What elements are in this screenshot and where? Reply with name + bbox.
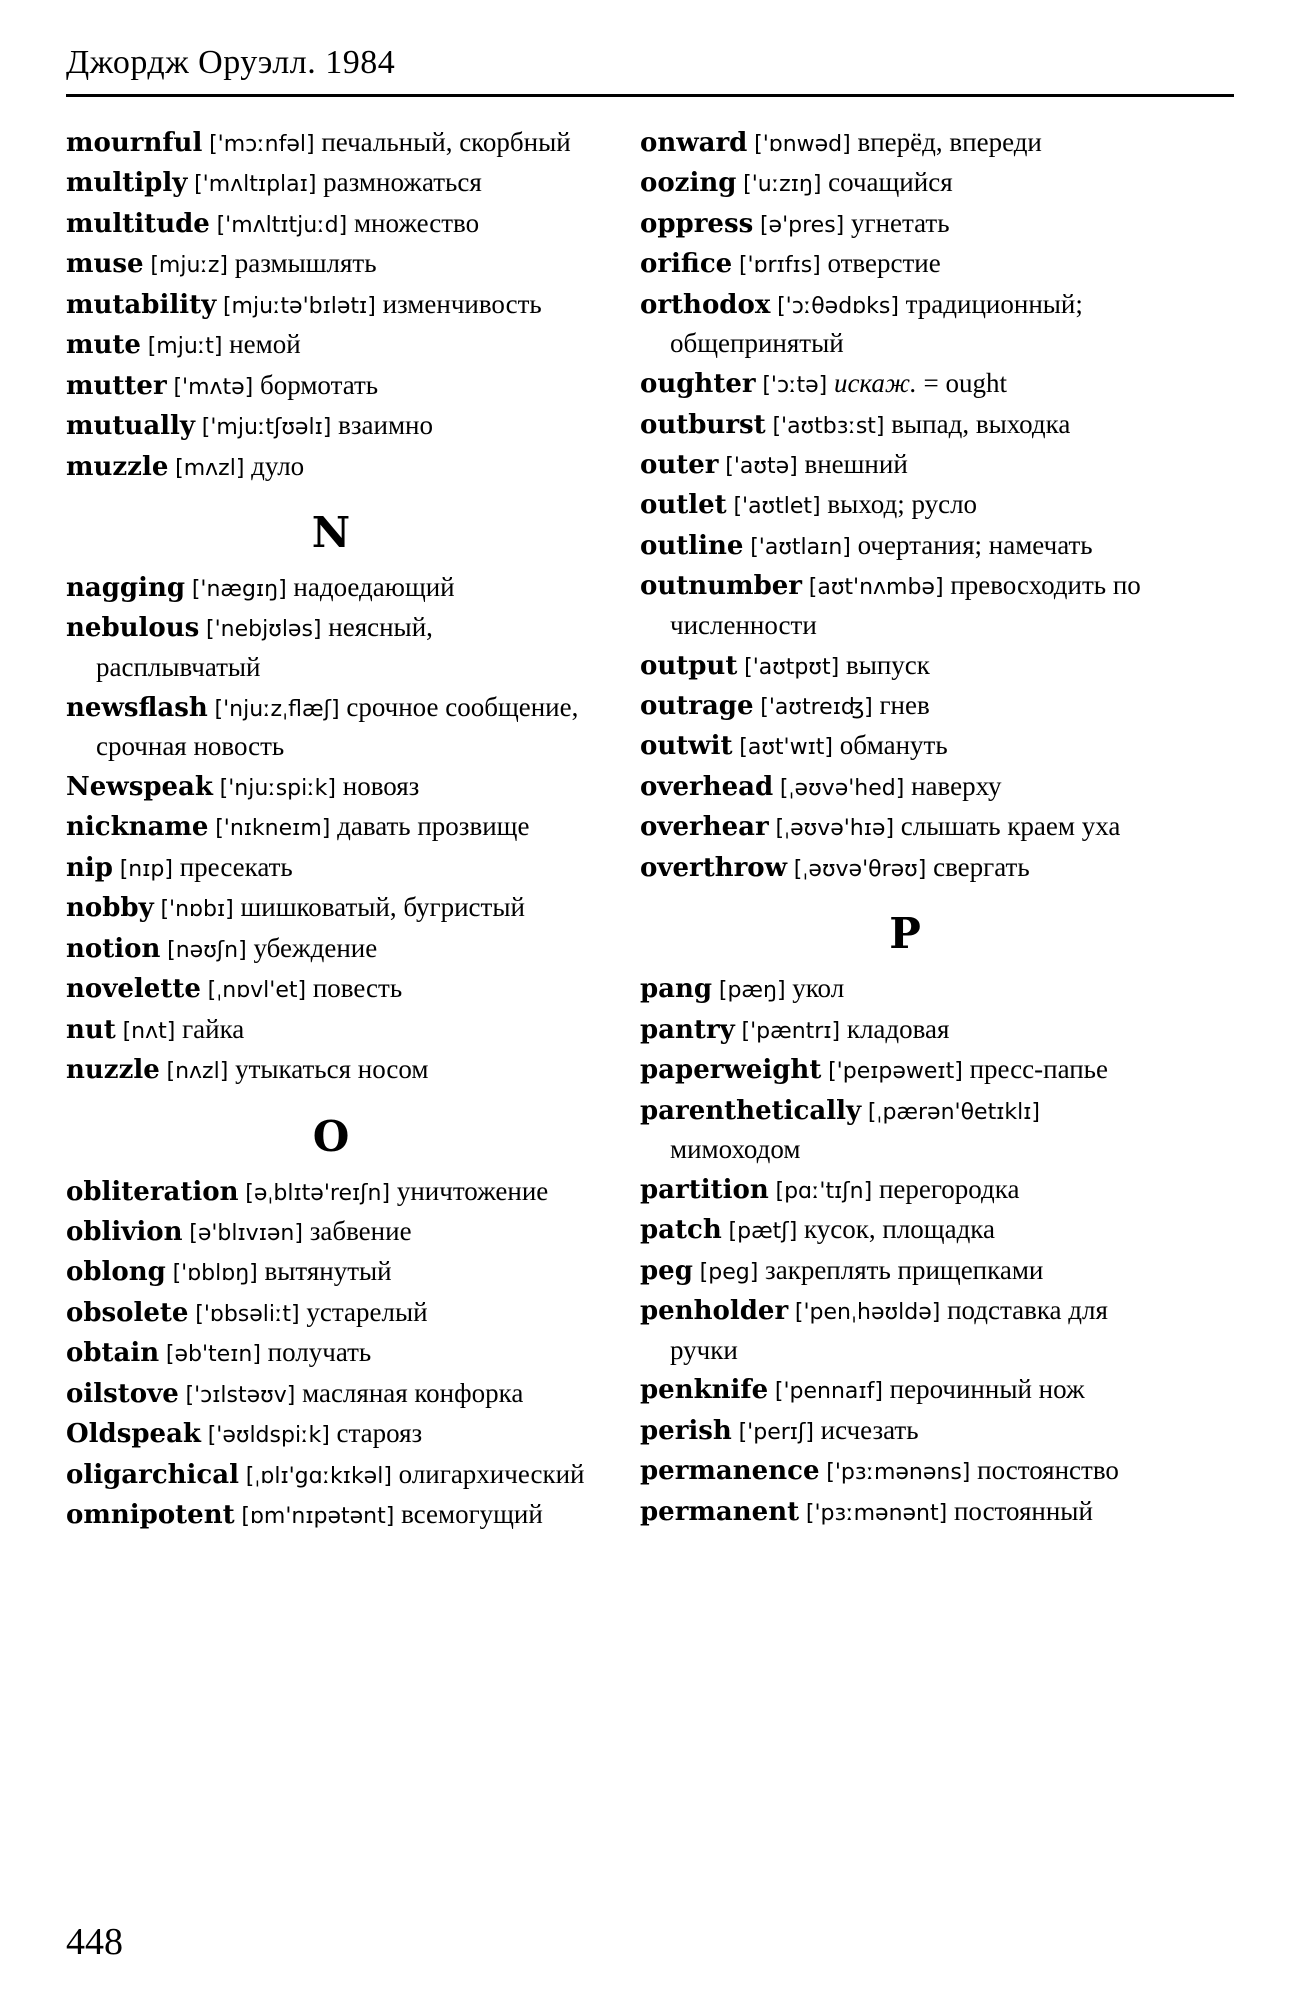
entry-headword: nobby	[66, 893, 154, 924]
entry-translation: постоянство	[977, 1455, 1119, 1486]
entry-translation: дуло	[251, 450, 305, 481]
entry-transcription: ['pennaɪf]	[774, 1379, 883, 1405]
entry-transcription: [ˌəʊvə'hɪə]	[775, 816, 895, 842]
dictionary-entry	[640, 405, 1170, 444]
entry-transcription: [ˌəʊvə'θrəʊ]	[793, 856, 927, 882]
entry-transcription: [nʌt]	[122, 1018, 176, 1044]
dictionary-entry	[640, 969, 1170, 1008]
entry-translation: укол	[792, 973, 845, 1004]
dictionary-entry	[640, 1291, 1170, 1369]
entry-transcription: [nɪp]	[119, 856, 173, 882]
dictionary-entry	[66, 163, 596, 202]
dictionary-entry	[66, 688, 596, 766]
entry-translation: постоянный	[953, 1495, 1093, 1526]
dictionary-entry	[640, 485, 1170, 524]
entry-translation: новояз	[342, 771, 420, 801]
entry-translation: внешний	[804, 448, 908, 479]
entry-translation: свергать	[933, 851, 1030, 882]
entry-transcription: ['mɔːnfəl]	[209, 132, 315, 157]
entry-transcription: [nʌzl]	[166, 1059, 229, 1085]
entry-translation: выход; русло	[827, 489, 978, 520]
entry-headword: patch	[640, 1215, 722, 1246]
dictionary-entry	[66, 244, 596, 283]
dictionary-entry	[66, 325, 596, 364]
entry-translation: очертания; намечать	[857, 529, 1093, 560]
entry-translation: неясный, расплывчатый	[96, 612, 433, 682]
entry-translation: исчезать	[820, 1414, 919, 1445]
dictionary-entry	[640, 1170, 1170, 1209]
entry-translation: размышлять	[234, 248, 377, 279]
entry-transcription: ['aʊtə]	[725, 453, 798, 479]
letter-section-heading: N	[311, 507, 351, 557]
entry-transcription: ['pɜːmənəns]	[826, 1460, 971, 1486]
entry-headword: overthrow	[640, 852, 788, 883]
entry-headword: nagging	[66, 572, 186, 603]
entry-headword: outer	[640, 449, 719, 480]
entry-headword: orifice	[640, 249, 733, 280]
dictionary-entry	[66, 807, 596, 846]
entry-transcription: [nəʊʃn]	[167, 937, 247, 963]
dictionary-entry	[66, 1252, 596, 1291]
entry-translation: убеждение	[253, 932, 378, 963]
entry-transcription: ['mjuːtʃʊəlɪ]	[201, 415, 332, 441]
entry-translation: олигархический	[398, 1458, 585, 1489]
entry-headword: multiply	[66, 168, 188, 199]
entry-transcription: ['aʊtlet]	[733, 494, 821, 520]
entry-transcription: [mjuːz]	[150, 253, 228, 279]
entry-translation: давать прозвище	[337, 811, 530, 842]
entry-headword: oppress	[640, 208, 754, 239]
entry-translation: угнетать	[851, 207, 950, 238]
entry-translation: перочинный нож	[889, 1374, 1085, 1405]
entry-headword: outline	[640, 530, 744, 561]
entry-headword: mutability	[66, 289, 217, 320]
entry-translation: уничтожение	[396, 1175, 549, 1206]
entry-translation: немой	[229, 329, 301, 360]
entry-translation: взаимно	[338, 410, 433, 441]
dictionary-entry	[640, 244, 1170, 283]
dictionary-entry	[640, 767, 1170, 806]
dictionary-entry	[640, 1370, 1170, 1409]
entry-transcription: ['pæntrɪ]	[741, 1018, 841, 1044]
dictionary-entry	[66, 447, 596, 486]
entry-headword: mutter	[66, 370, 167, 401]
entry-headword: obliteration	[66, 1176, 239, 1207]
dictionary-entry	[66, 1495, 596, 1534]
entry-transcription: ['aʊtlaɪn]	[750, 534, 851, 560]
entry-translation: кусок, площадка	[804, 1214, 995, 1245]
dictionary-entry	[66, 969, 596, 1008]
entry-transcription: [əb'teɪn]	[165, 1342, 261, 1368]
entry-transcription: ['uːzɪŋ]	[743, 172, 822, 198]
entry-translation: устарелый	[306, 1296, 428, 1327]
entry-transcription: ['aʊtbɜːst]	[772, 413, 885, 439]
entry-translation: выпуск	[845, 649, 930, 680]
entry-transcription: [mjuːt]	[147, 334, 223, 360]
entry-translation: вперёд, впереди	[857, 127, 1042, 157]
entry-headword: nip	[66, 852, 113, 883]
entry-translation: наверху	[911, 770, 1002, 801]
entry-transcription: ['pɜːmənənt]	[805, 1500, 948, 1526]
entry-transcription: ['əʊldspiːk]	[207, 1423, 330, 1449]
dictionary-entry	[66, 204, 596, 243]
dictionary-entry	[640, 1411, 1170, 1450]
dictionary-entry	[66, 848, 596, 887]
dictionary-entry	[640, 1050, 1170, 1089]
entry-headword: mournful	[66, 128, 203, 158]
entry-transcription: [ˌəʊvə'hed]	[779, 775, 905, 801]
dictionary-entry	[66, 1212, 596, 1251]
entry-headword: onward	[640, 128, 748, 158]
entry-label: искаж.	[833, 368, 917, 399]
dictionary-entry	[640, 1492, 1170, 1531]
dictionary-entry	[66, 608, 596, 686]
dictionary-entry	[66, 1455, 596, 1494]
entry-transcription: ['mʌltɪplaɪ]	[194, 172, 317, 198]
entry-translation: превосходить по численности	[670, 570, 1141, 640]
entry-translation: срочное сообщение, срочная новость	[96, 691, 579, 762]
entry-headword: output	[640, 650, 738, 681]
entry-transcription: ['penˌhəʊldə]	[794, 1300, 941, 1326]
entry-transcription: [pætʃ]	[728, 1219, 798, 1245]
entry-transcription: ['ɒrɪfɪs]	[738, 253, 821, 279]
dictionary-entry	[640, 686, 1170, 725]
entry-translation: вытянутый	[264, 1256, 392, 1287]
entry-transcription: [mʌzl]	[175, 455, 245, 481]
entry-transcription: ['nægɪŋ]	[191, 576, 287, 602]
dictionary-column-left	[66, 123, 596, 1535]
entry-headword: pantry	[640, 1014, 735, 1045]
entry-transcription: ['nebjʊləs]	[206, 617, 322, 643]
entry-translation: подставка для ручки	[670, 1295, 1108, 1365]
dictionary-entry	[640, 364, 1170, 403]
dictionary-entry	[66, 406, 596, 445]
entry-headword: muzzle	[66, 451, 169, 482]
entry-transcription: ['aʊtreɪʤ]	[760, 695, 873, 720]
entry-transcription: [peg]	[699, 1259, 759, 1285]
dictionary-entry	[66, 1050, 596, 1089]
entry-headword: muse	[66, 249, 144, 280]
entry-transcription: ['nɒbɪ]	[160, 897, 234, 923]
entry-transcription: [ˌnɒvl'et]	[207, 978, 307, 1004]
entry-transcription: ['ɔɪlstəʊv]	[185, 1382, 296, 1408]
entry-headword: permanent	[640, 1496, 800, 1527]
entry-translation: бормотать	[260, 369, 379, 400]
entry-translation: повесть	[312, 973, 403, 1004]
header-divider	[66, 94, 1234, 97]
letter-section-heading: P	[889, 909, 921, 959]
entry-headword: paperweight	[640, 1055, 822, 1086]
dictionary-entry	[640, 807, 1170, 846]
dictionary-entry	[66, 1374, 596, 1413]
dictionary-entry	[66, 285, 596, 324]
entry-headword: parenthetically	[640, 1095, 862, 1126]
entry-transcription: ['aʊtpʊt]	[744, 654, 840, 680]
dictionary-entry	[66, 366, 596, 405]
entry-transcription: ['nɪkneɪm]	[215, 816, 331, 842]
dictionary-entry	[66, 929, 596, 968]
dictionary-entry	[640, 285, 1170, 363]
book-title: Джордж Оруэлл. 1984	[66, 44, 396, 81]
entry-headword: mute	[66, 330, 141, 361]
entry-headword: Oldspeak	[66, 1419, 201, 1450]
entry-translation: шишковатый, бугристый	[240, 892, 525, 923]
entry-headword: overhead	[640, 771, 774, 802]
dictionary-entry	[66, 568, 596, 607]
entry-translation: отверстие	[827, 248, 941, 279]
entry-headword: overhear	[640, 812, 769, 843]
entry-headword: pang	[640, 974, 713, 1005]
entry-headword: partition	[640, 1174, 769, 1205]
entry-translation: перегородка	[878, 1173, 1020, 1204]
entry-transcription: [əˌblɪtə'reɪʃn]	[245, 1180, 391, 1206]
entry-headword: oilstove	[66, 1378, 179, 1409]
dictionary-column-right	[640, 123, 1170, 1535]
entry-transcription: ['ɒnwəd]	[754, 132, 851, 157]
entry-translation: старояз	[336, 1418, 423, 1449]
dictionary-entry	[640, 123, 1170, 162]
entry-transcription: [ˌɒlɪ'gɑːkɪkəl]	[245, 1463, 392, 1489]
entry-translation: пресс-папье	[969, 1054, 1108, 1085]
entry-headword: penknife	[640, 1375, 769, 1406]
entry-translation: гайка	[182, 1013, 245, 1044]
entry-headword: outnumber	[640, 571, 802, 602]
entry-transcription: [ə'blɪvɪən]	[189, 1220, 303, 1246]
entry-transcription: ['peɪpəweɪt]	[828, 1059, 963, 1085]
dictionary-entry	[640, 1010, 1170, 1049]
entry-headword: obsolete	[66, 1297, 189, 1328]
entry-headword: oblivion	[66, 1216, 183, 1247]
entry-transcription: ['njuːspiːk]	[219, 776, 336, 801]
entry-headword: nebulous	[66, 613, 200, 644]
entry-translation: утыкаться носом	[235, 1054, 429, 1085]
entry-translation: печальный, скорбный	[321, 127, 571, 157]
entry-translation: гнев	[879, 690, 930, 720]
entry-transcription: ['mʌltɪtjuːd]	[216, 212, 348, 238]
entry-headword: multitude	[66, 208, 210, 239]
entry-headword: oligarchical	[66, 1459, 239, 1490]
dictionary-entry	[640, 1091, 1170, 1169]
entry-translation: изменчивость	[382, 288, 542, 319]
entry-transcription: [ɒm'nɪpətənt]	[241, 1504, 395, 1529]
entry-transcription: [ə'pres]	[759, 212, 845, 238]
entry-translation: надоедающий	[293, 571, 455, 602]
entry-headword: perish	[640, 1415, 732, 1446]
letter-section-heading: O	[312, 1111, 350, 1161]
entry-translation: сочащийся	[828, 167, 953, 198]
entry-headword: omnipotent	[66, 1500, 235, 1530]
dictionary-entry	[66, 767, 596, 806]
dictionary-columns	[66, 123, 1234, 1535]
entry-translation: закреплять прищепками	[765, 1254, 1044, 1285]
entry-transcription: [pɑː'tɪʃn]	[775, 1178, 873, 1204]
entry-translation: масляная конфорка	[302, 1377, 524, 1408]
dictionary-entry	[640, 566, 1170, 644]
entry-headword: oozing	[640, 168, 737, 199]
entry-translation: получать	[267, 1337, 372, 1368]
entry-headword: outlet	[640, 490, 727, 521]
entry-transcription: ['ɔːθədɒks]	[777, 293, 899, 319]
dictionary-entry	[66, 1010, 596, 1049]
entry-translation: забвение	[309, 1215, 412, 1246]
dictionary-entry	[640, 526, 1170, 565]
dictionary-entry	[640, 163, 1170, 202]
entry-transcription: ['ɒblɒŋ]	[172, 1261, 258, 1287]
entry-headword: novelette	[66, 974, 201, 1005]
entry-headword: notion	[66, 933, 161, 964]
dictionary-entry	[66, 1414, 596, 1453]
entry-headword: orthodox	[640, 289, 771, 320]
dictionary-entry	[640, 1251, 1170, 1290]
dictionary-entry	[640, 1451, 1170, 1490]
entry-headword: mutually	[66, 411, 196, 442]
entry-headword: Newspeak	[66, 772, 213, 802]
entry-translation: обмануть	[839, 730, 948, 761]
dictionary-entry	[640, 848, 1170, 887]
entry-transcription: [aʊt'nʌmbə]	[808, 575, 944, 601]
entry-translation: множество	[353, 207, 480, 238]
entry-transcription: ['ɒbsəliːt]	[195, 1301, 300, 1327]
page-header	[66, 44, 1234, 94]
dictionary-entry	[66, 1333, 596, 1372]
entry-headword: nut	[66, 1014, 116, 1045]
entry-headword: oblong	[66, 1257, 166, 1288]
dictionary-entry	[66, 1293, 596, 1332]
entry-transcription: ['njuːzˌflæʃ]	[214, 696, 340, 722]
entry-headword: obtain	[66, 1338, 160, 1369]
entry-translation: выпад, выходка	[891, 408, 1071, 439]
entry-headword: nuzzle	[66, 1055, 160, 1086]
entry-translation: размножаться	[323, 167, 482, 198]
entry-headword: oughter	[640, 369, 756, 400]
entry-headword: outwit	[640, 731, 733, 762]
page-number: 448	[66, 1921, 123, 1963]
dictionary-entry	[640, 1210, 1170, 1249]
dictionary-entry	[640, 646, 1170, 685]
entry-transcription: ['mʌtə]	[173, 374, 254, 400]
entry-translation: = ought	[916, 368, 1007, 399]
entry-translation: пресекать	[179, 851, 293, 882]
dictionary-entry	[66, 1172, 596, 1211]
entry-headword: outburst	[640, 409, 766, 440]
dictionary-entry	[66, 888, 596, 927]
entry-headword: penholder	[640, 1296, 789, 1327]
dictionary-entry	[640, 204, 1170, 243]
entry-translation: всемогущий	[401, 1499, 543, 1529]
dictionary-entry	[640, 726, 1170, 765]
entry-headword: newsflash	[66, 692, 208, 723]
entry-transcription: [aʊt'wɪt]	[739, 735, 833, 761]
entry-transcription: ['ɔːtə]	[762, 373, 828, 399]
entry-transcription: [mjuːtə'bɪlətɪ]	[222, 293, 376, 319]
entry-headword: nickname	[66, 812, 209, 843]
entry-headword: outrage	[640, 691, 754, 721]
entry-translation: кладовая	[846, 1013, 950, 1044]
entry-translation: слышать краем уха	[900, 811, 1121, 842]
entry-transcription: [pæŋ]	[718, 978, 786, 1004]
entry-transcription: [ˌpærən'θetɪklɪ]	[867, 1099, 1040, 1125]
entry-transcription: ['perɪʃ]	[738, 1419, 814, 1445]
dictionary-entry	[66, 123, 596, 162]
entry-headword: peg	[640, 1255, 693, 1286]
entry-headword: permanence	[640, 1456, 820, 1487]
entry-translation: мимоходом	[670, 1133, 801, 1164]
entry-translation: традиционный; общепринятый	[670, 288, 1083, 359]
dictionary-entry	[640, 445, 1170, 484]
